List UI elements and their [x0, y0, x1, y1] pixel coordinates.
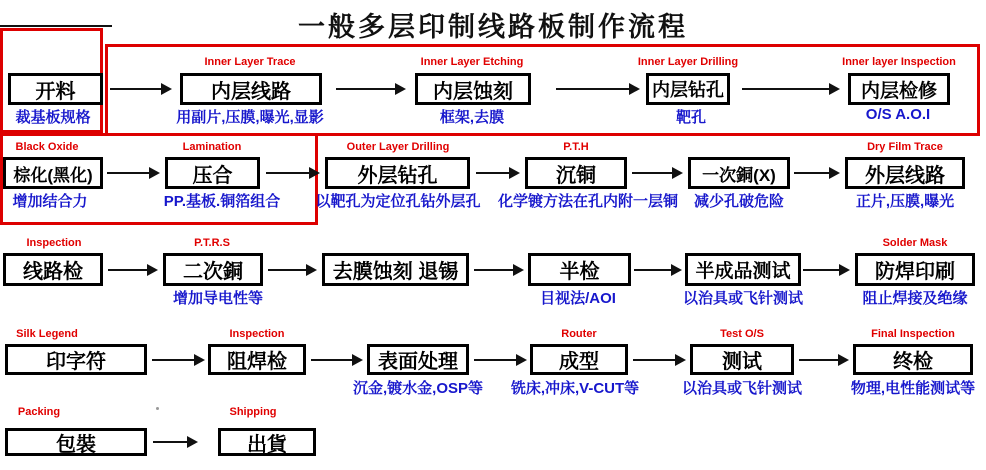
- arrow-shaft: [556, 88, 631, 90]
- process-step-box: 终检: [853, 344, 973, 375]
- arrow-shaft: [311, 359, 354, 361]
- flow-arrow: [110, 83, 172, 95]
- arrow-head: [395, 83, 406, 95]
- step-label-en: Shipping: [229, 406, 277, 418]
- arrow-shaft: [474, 269, 515, 271]
- flow-arrow: [152, 354, 205, 366]
- page-title: 一般多层印制线路板制作流程: [298, 12, 688, 43]
- step-note: 正片,压膜,曝光: [855, 193, 955, 210]
- process-step-box: 线路检: [3, 253, 103, 286]
- step-label-en: Silk Legend: [16, 328, 78, 340]
- step-label-en: Inner Layer Drilling: [637, 56, 739, 68]
- arrow-head: [838, 354, 849, 366]
- process-step-box: 棕化(黑化): [3, 157, 103, 189]
- arrow-shaft: [152, 359, 196, 361]
- step-label-en: Outer Layer Drilling: [346, 141, 450, 153]
- arrow-head: [516, 354, 527, 366]
- arrow-shaft: [794, 172, 831, 174]
- flow-arrow: [794, 167, 840, 179]
- process-step-box: 二次銅: [163, 253, 263, 286]
- process-step-box: 阻焊检: [208, 344, 306, 375]
- step-label-en: Inner Layer Trace: [204, 56, 296, 68]
- flow-arrow: [799, 354, 849, 366]
- arrow-shaft: [633, 359, 677, 361]
- step-note: 增加导电性等: [172, 290, 264, 307]
- step-label-en: Packing: [17, 406, 61, 418]
- step-note: 减少孔破危险: [693, 193, 785, 210]
- flow-arrow: [803, 264, 850, 276]
- arrow-shaft: [266, 172, 311, 174]
- step-note: 铣床,冲床,V-CUT等: [510, 380, 640, 397]
- process-step-box: 内层钻孔: [646, 73, 730, 105]
- arrow-head: [829, 167, 840, 179]
- arrow-head: [194, 354, 205, 366]
- arrow-head: [629, 83, 640, 95]
- arrow-head: [309, 167, 320, 179]
- flow-arrow: [266, 167, 320, 179]
- process-step-box: 一次銅(X): [688, 157, 790, 189]
- step-label-en: P.T.R.S: [194, 237, 230, 249]
- arrow-head: [306, 264, 317, 276]
- process-step-box: 测试: [690, 344, 794, 375]
- arrow-shaft: [803, 269, 841, 271]
- flow-arrow: [474, 354, 527, 366]
- step-label-en: Dry Film Trace: [867, 141, 943, 153]
- flow-arrow: [634, 264, 682, 276]
- arrow-shaft: [107, 172, 151, 174]
- process-step-box: 内层蚀刻: [415, 73, 531, 105]
- step-note: 以靶孔为定位孔钻外层孔: [315, 193, 481, 210]
- step-note: 沉金,镀水金,OSP等: [352, 380, 484, 397]
- process-step-box: 表面处理: [367, 344, 469, 375]
- arrow-shaft: [153, 441, 189, 443]
- step-note: 增加结合力: [12, 193, 88, 210]
- flow-arrow: [476, 167, 520, 179]
- step-label-en: Router: [561, 328, 597, 340]
- flow-arrow: [632, 167, 683, 179]
- arrow-head: [513, 264, 524, 276]
- process-step-box: 沉铜: [525, 157, 627, 189]
- process-step-box: 外层线路: [845, 157, 965, 189]
- step-label-en: Inner layer Inspection: [842, 56, 956, 68]
- step-label-en: Solder Mask: [882, 237, 948, 249]
- step-note: 框架,去膜: [439, 109, 505, 126]
- flow-arrow: [107, 167, 160, 179]
- step-note: 阻止焊接及绝缘: [862, 290, 968, 307]
- arrow-shaft: [742, 88, 831, 90]
- step-label-en: Test O/S: [720, 328, 764, 340]
- arrow-head: [509, 167, 520, 179]
- arrow-shaft: [108, 269, 149, 271]
- arrow-head: [187, 436, 198, 448]
- step-label-en: Final Inspection: [871, 328, 955, 340]
- flow-arrow: [311, 354, 363, 366]
- process-step-box: 压合: [165, 157, 260, 189]
- step-label-en: Black Oxide: [15, 141, 79, 153]
- process-step-box: 包裝: [5, 428, 147, 456]
- arrow-head: [671, 264, 682, 276]
- arrow-head: [672, 167, 683, 179]
- step-note: 化学镀方法在孔内附一层铜: [497, 193, 679, 210]
- step-note: O/S A.O.I: [865, 106, 931, 123]
- flow-arrow: [336, 83, 406, 95]
- step-note: 靶孔: [675, 109, 707, 126]
- step-label-en: Inner Layer Etching: [420, 56, 524, 68]
- arrow-head: [147, 264, 158, 276]
- flow-arrow: [108, 264, 158, 276]
- arrow-head: [352, 354, 363, 366]
- top-left-black-line: [0, 25, 112, 27]
- arrow-head: [829, 83, 840, 95]
- flow-arrow: [633, 354, 686, 366]
- step-label-en: Inspection: [229, 328, 285, 340]
- step-note: 物理,电性能测试等: [850, 380, 976, 397]
- arrow-head: [675, 354, 686, 366]
- flow-arrow: [556, 83, 640, 95]
- arrow-shaft: [632, 172, 674, 174]
- arrow-shaft: [799, 359, 840, 361]
- step-note: PP.基板.铜箔组合: [163, 193, 281, 210]
- arrow-shaft: [268, 269, 308, 271]
- arrow-head: [161, 83, 172, 95]
- process-step-box: 印字符: [5, 344, 147, 375]
- step-note: 目视法/AOI: [540, 290, 616, 307]
- step-note: 裁基板规格: [15, 109, 91, 126]
- step-label-en: Inspection: [26, 237, 82, 249]
- step-label-en: Lamination: [182, 141, 242, 153]
- process-step-box: 去膜蚀刻 退锡: [322, 253, 469, 286]
- flow-arrow: [474, 264, 524, 276]
- process-step-box: 开料: [8, 73, 103, 105]
- arrow-shaft: [110, 88, 163, 90]
- step-note: 用副片,压膜,曝光,显影: [176, 109, 324, 126]
- process-step-box: 内层线路: [180, 73, 322, 105]
- process-step-box: 半成品测试: [685, 253, 801, 286]
- arrow-shaft: [476, 172, 511, 174]
- arrow-shaft: [336, 88, 397, 90]
- flow-arrow: [268, 264, 317, 276]
- arrow-head: [149, 167, 160, 179]
- step-note: 以治具或飞针测试: [681, 380, 803, 397]
- arrow-head: [839, 264, 850, 276]
- process-step-box: 外层钻孔: [325, 157, 470, 189]
- arrow-shaft: [634, 269, 673, 271]
- flow-arrow: [153, 436, 198, 448]
- step-label-en: P.T.H: [563, 141, 589, 153]
- process-step-box: 半检: [528, 253, 631, 286]
- process-step-box: 成型: [530, 344, 628, 375]
- flow-arrow: [742, 83, 840, 95]
- stray-dot: [156, 407, 159, 410]
- process-step-box: 防焊印刷: [855, 253, 975, 286]
- process-step-box: 出貨: [218, 428, 316, 456]
- process-step-box: 内层检修: [848, 73, 950, 105]
- step-note: 以治具或飞针测试: [682, 290, 804, 307]
- arrow-shaft: [474, 359, 518, 361]
